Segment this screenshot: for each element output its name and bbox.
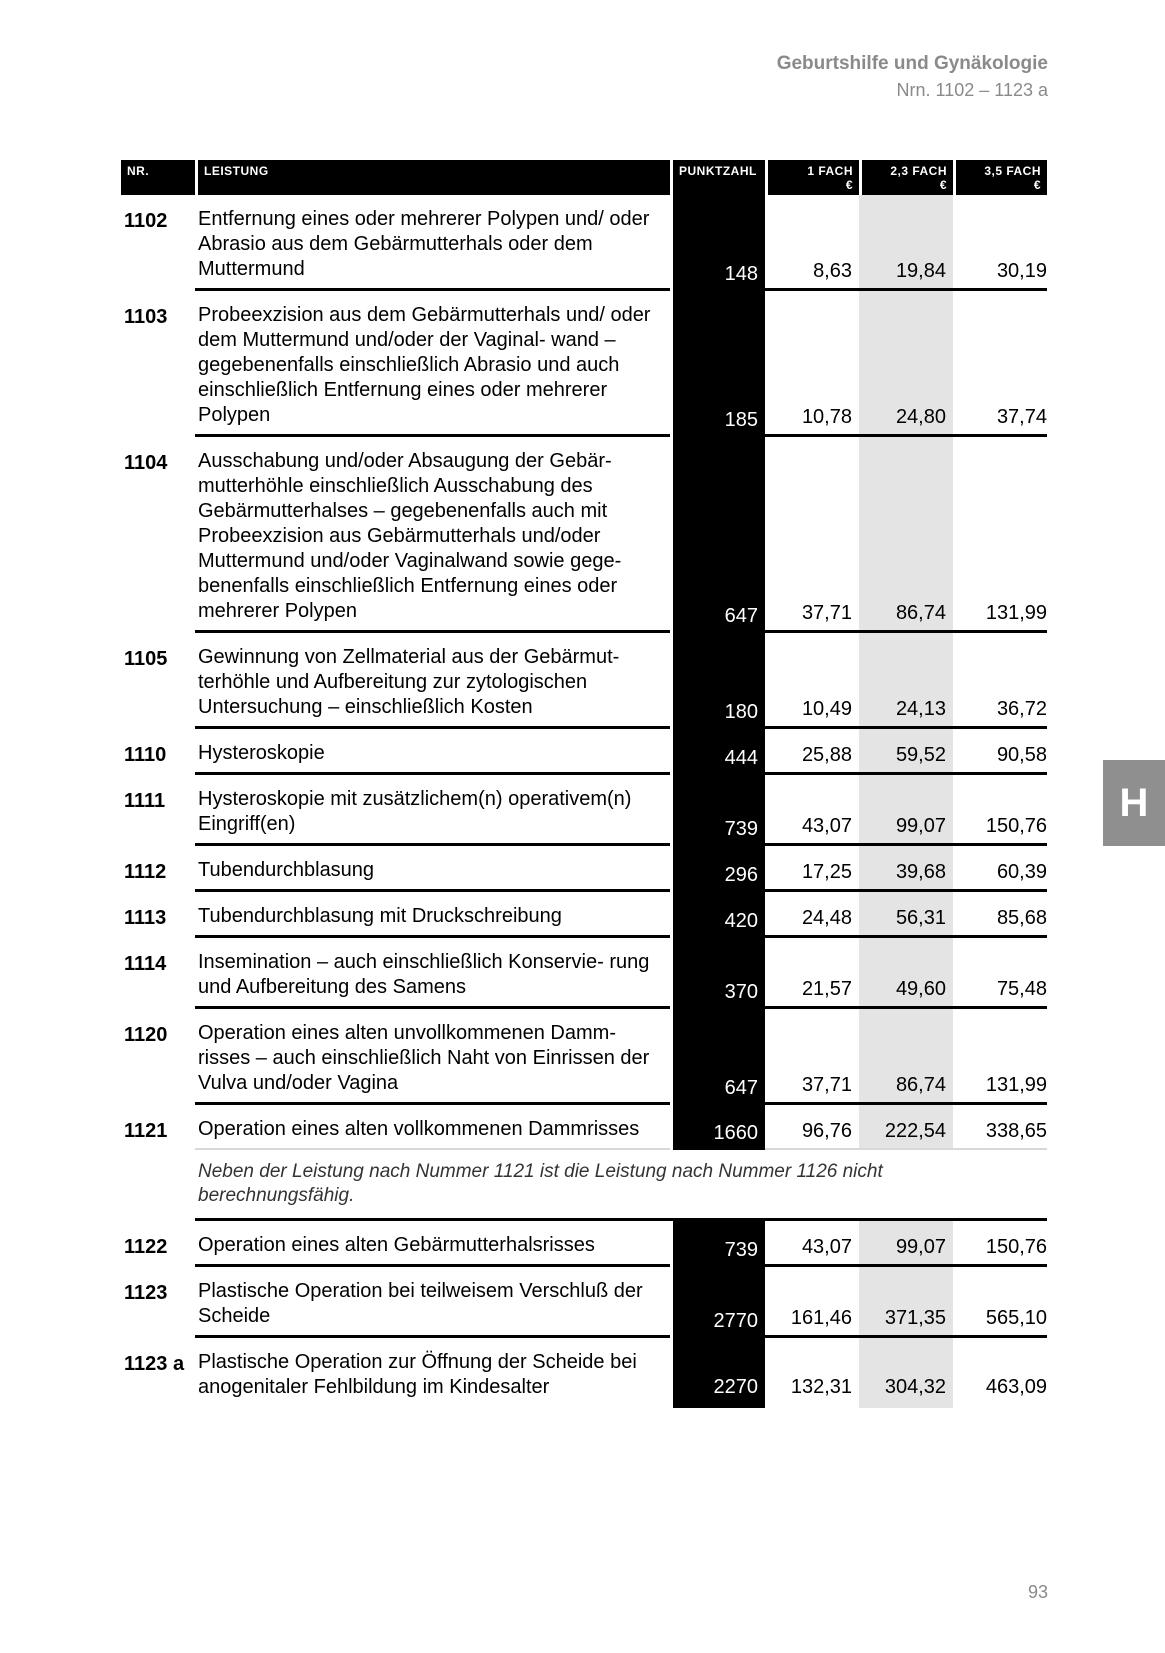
col-header-23fach-label: 2,3 FACH (890, 164, 947, 178)
row-nr: 1123 a (124, 1353, 185, 1375)
row-23fach: 86,74 (859, 1009, 953, 1105)
page-header (777, 52, 1048, 102)
row-nr: 1112 (124, 861, 167, 883)
row-23fach: 56,31 (859, 892, 953, 938)
row-punktzahl: 420 (670, 892, 765, 938)
table-row (121, 437, 1047, 633)
row-35fach: 30,19 (953, 195, 1047, 291)
page-number: 93 (1027, 1582, 1048, 1602)
row-35fach: 150,76 (953, 1221, 1047, 1267)
col-header-1fach (765, 160, 859, 195)
row-nr: 1120 (124, 1024, 168, 1046)
row-1fach: 25,88 (765, 729, 859, 775)
row-35fach: 85,68 (953, 892, 1047, 938)
note-row (121, 1150, 1047, 1221)
row-leistung: Operation eines alten vollkommenen Dammrisses (195, 1105, 670, 1150)
table-row (121, 775, 1047, 846)
table-row (121, 1267, 1047, 1338)
row-nr: 1105 (124, 648, 168, 670)
table-row (121, 195, 1047, 291)
row-nr: 1113 (124, 907, 167, 929)
row-1fach: 37,71 (765, 1009, 859, 1105)
row-1fach: 21,57 (765, 938, 859, 1009)
col-header-1fach-label: 1 FACH (807, 164, 853, 178)
row-1fach: 43,07 (765, 775, 859, 846)
row-nr: 1121 (124, 1120, 168, 1142)
currency-label: € (939, 178, 947, 192)
row-nr: 1114 (124, 953, 167, 975)
row-punktzahl: 370 (670, 938, 765, 1009)
row-punktzahl: 739 (670, 775, 765, 846)
row-1fach: 43,07 (765, 1221, 859, 1267)
row-leistung: Insemination – auch einschließlich Konservie- rung und Aufbereitung des Samens (195, 938, 670, 1009)
row-leistung: Operation eines alten unvollkommenen Damm- risses – auch einschließlich Naht von Einrissen der Vulva und/oder Vagina (195, 1009, 670, 1105)
row-35fach: 338,65 (953, 1105, 1047, 1150)
row-35fach: 90,58 (953, 729, 1047, 775)
table-row (121, 1221, 1047, 1267)
col-header-23fach (859, 160, 953, 195)
row-23fach: 99,07 (859, 775, 953, 846)
row-leistung: Plastische Operation zur Öffnung der Scheide bei anogenitaler Fehlbildung im Kindesalter (198, 1351, 637, 1398)
col-header-nr: NR. (121, 160, 195, 195)
row-leistung: Hysteroskopie mit zusätzlichem(n) operativem(n) Eingriff(en) (195, 775, 670, 846)
chapter-title: Geburtshilfe und Gynäkologie (776, 53, 1048, 74)
table-row (121, 938, 1047, 1009)
row-1fach: 37,71 (765, 437, 859, 633)
table-row (121, 1009, 1047, 1105)
row-23fach: 304,32 (859, 1338, 953, 1408)
row-1fach: 161,46 (765, 1267, 859, 1338)
table-row (121, 846, 1047, 892)
row-35fach: 75,48 (953, 938, 1047, 1009)
row-23fach: 39,68 (859, 846, 953, 892)
col-header-35fach-label: 3,5 FACH (984, 164, 1041, 178)
row-1fach: 132,31 (790, 1376, 852, 1398)
row-leistung: Hysteroskopie (195, 729, 670, 775)
row-35fach: 131,99 (953, 1009, 1047, 1105)
row-23fach: 19,84 (859, 195, 953, 291)
row-23fach: 86,74 (859, 437, 953, 633)
row-punktzahl: 739 (670, 1221, 765, 1267)
row-23fach: 371,35 (859, 1267, 953, 1338)
row-nr: 1104 (124, 452, 168, 474)
row-35fach: 463,09 (985, 1376, 1047, 1398)
number-range: Nrn. 1102 – 1123 a (896, 80, 1048, 100)
row-23fach: 24,80 (859, 291, 953, 437)
row-1fach: 17,25 (765, 846, 859, 892)
row-punktzahl: 2270 (670, 1338, 765, 1408)
row-punktzahl: 647 (670, 437, 765, 633)
row-1fach: 24,48 (765, 892, 859, 938)
row-leistung: Entfernung eines oder mehrerer Polypen und/ oder Abrasio aus dem Gebärmutterhals oder dem Muttermund (195, 195, 670, 291)
row-punktzahl: 148 (670, 195, 765, 291)
table-row (121, 729, 1047, 775)
row-35fach: 36,72 (953, 633, 1047, 729)
currency-label: € (1033, 178, 1041, 192)
row-35fach: 131,99 (953, 437, 1047, 633)
row-punktzahl: 180 (670, 633, 765, 729)
row-23fach: 49,60 (859, 938, 953, 1009)
row-23fach: 24,13 (859, 633, 953, 729)
row-punktzahl: 444 (670, 729, 765, 775)
table-row (121, 892, 1047, 938)
table-row (121, 1105, 1047, 1150)
row-1fach: 10,49 (765, 633, 859, 729)
table-row (121, 291, 1047, 437)
row-23fach: 59,52 (859, 729, 953, 775)
col-header-leistung: LEISTUNG (195, 160, 670, 195)
row-punktzahl: 2770 (670, 1267, 765, 1338)
row-nr: 1110 (124, 744, 167, 766)
row-35fach: 60,39 (953, 846, 1047, 892)
row-leistung: Probeexzision aus dem Gebärmutterhals und/ oder dem Muttermund und/oder der Vaginal- wand – gegebenenfalls einschließlich Abrasio und auch einschließlich Entfernung eines oder mehrerer Polypen (195, 291, 670, 437)
row-1fach: 8,63 (765, 195, 859, 291)
col-header-35fach (953, 160, 1047, 195)
chapter-tab: H (1103, 760, 1165, 846)
row-punktzahl: 296 (670, 846, 765, 892)
row-35fach: 37,74 (953, 291, 1047, 437)
row-leistung: Operation eines alten Gebärmutterhalsrisses (195, 1221, 670, 1267)
currency-label: € (845, 178, 853, 192)
row-nr: 1103 (124, 306, 168, 328)
table-row (121, 1338, 1047, 1408)
col-header-punktzahl: PUNKTZAHL (670, 160, 765, 195)
row-leistung: Tubendurchblasung (195, 846, 670, 892)
row-nr: 1123 (124, 1282, 168, 1304)
note-text: Neben der Leistung nach Nummer 1121 ist die Leistung nach Nummer 1126 nicht berechnungsfähig. (195, 1150, 1047, 1221)
row-35fach: 565,10 (953, 1267, 1047, 1338)
row-23fach: 222,54 (859, 1105, 953, 1150)
row-nr: 1102 (124, 210, 168, 232)
row-23fach: 99,07 (859, 1221, 953, 1267)
row-1fach: 10,78 (765, 291, 859, 437)
row-punktzahl: 1660 (670, 1105, 765, 1150)
row-leistung: Gewinnung von Zellmaterial aus der Gebärmut- terhöhle und Aufbereitung zur zytologischen Untersuchung – einschließlich Kosten (195, 633, 670, 729)
row-1fach: 96,76 (765, 1105, 859, 1150)
row-leistung: Tubendurchblasung mit Druckschreibung (195, 892, 670, 938)
row-leistung: Plastische Operation bei teilweisem Verschluß der Scheide (195, 1267, 670, 1338)
row-leistung: Ausschabung und/oder Absaugung der Gebär- mutterhöhle einschließlich Ausschabung des Gebärmutterhalses – gegebenenfalls auch mit Probeexzision aus Gebärmutterhals und/oder Muttermund und/oder Vaginalwand sowie gege- benenfalls einschließlich Entfernung eines oder mehrerer Polypen (195, 437, 670, 633)
table-header-row (121, 160, 1047, 195)
row-nr: 1122 (124, 1236, 168, 1258)
row-punktzahl: 647 (670, 1009, 765, 1105)
row-nr: 1111 (124, 790, 166, 812)
row-punktzahl: 185 (670, 291, 765, 437)
row-35fach: 150,76 (953, 775, 1047, 846)
table-row (121, 633, 1047, 729)
fee-table (121, 160, 1047, 1408)
